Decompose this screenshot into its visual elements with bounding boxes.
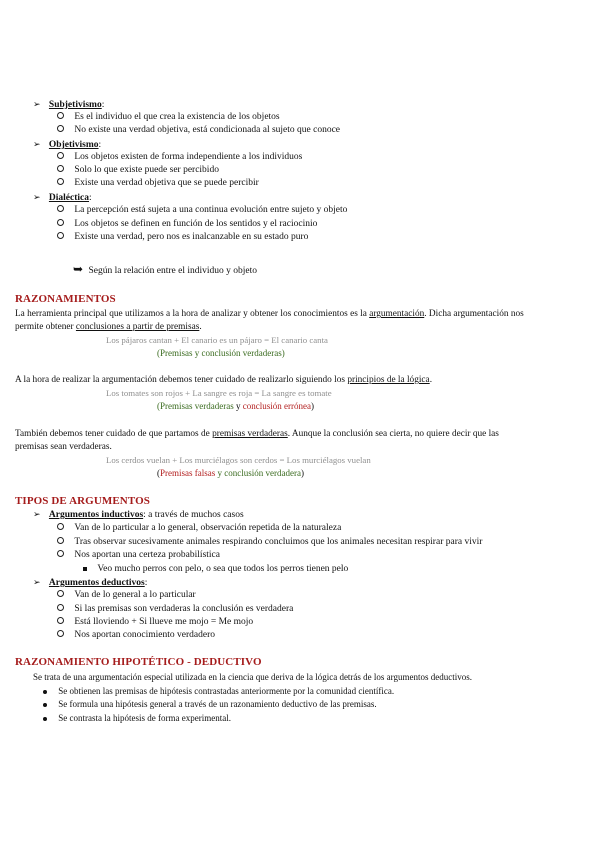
- list-item: Está lloviendo + Si llueve me mojo = Me mojo: [57, 617, 253, 627]
- list-item: La percepción está sujeta a una continua evolución entre sujeto y objeto: [57, 205, 347, 215]
- example-note: (Premisas verdaderas y conclusión errónea): [157, 401, 314, 411]
- hipotetico-intro: Se trata de una argumentación especial utilizada en la ciencia que deriva de la lógica detrás de los argumentos deductivos.: [33, 672, 472, 682]
- hollow-circle-bullet-icon: [57, 232, 64, 239]
- example-note: (Premisas falsas y conclusión verdadera): [157, 468, 304, 478]
- hollow-circle-bullet-icon: [57, 112, 64, 119]
- paragraph-line: premisas sean verdaderas.: [15, 442, 112, 452]
- filled-dot-bullet-icon: [43, 703, 47, 707]
- example-text: Los pájaros cantan + El canario es un pájaro = El canario canta: [106, 335, 328, 345]
- hollow-circle-bullet-icon: [57, 205, 64, 212]
- dialectica-heading: ➢ Dialéctica:: [33, 192, 92, 203]
- list-item: Nos aportan una certeza probabilística: [57, 550, 220, 560]
- hollow-circle-bullet-icon: [57, 537, 64, 544]
- arrowhead-bullet-icon: ➢: [33, 577, 41, 587]
- list-item: Se contrasta la hipótesis de forma experimental.: [43, 713, 231, 723]
- arrowhead-bullet-icon: ➢: [33, 99, 41, 109]
- hollow-circle-bullet-icon: [57, 152, 64, 159]
- arrowhead-bullet-icon: ➢: [33, 192, 41, 202]
- hipotetico-heading: RAZONAMIENTO HIPOTÉTICO - DEDUCTIVO: [15, 656, 262, 668]
- list-item: Veo mucho perros con pelo, o sea que todos los perros tienen pelo: [83, 564, 348, 574]
- subjetivismo-heading: ➢ Subjetivismo:: [33, 99, 105, 110]
- hollow-circle-bullet-icon: [57, 630, 64, 637]
- hollow-circle-bullet-icon: [57, 125, 64, 132]
- arrowhead-bullet-icon: ➢: [33, 139, 41, 149]
- paragraph-line: A la hora de realizar la argumentación debemos tener cuidado de realizarlo siguiendo los principios de la lógica.: [15, 375, 433, 385]
- hollow-circle-bullet-icon: [57, 178, 64, 185]
- tipos-heading: TIPOS DE ARGUMENTOS: [15, 495, 150, 507]
- inductivos-heading: ➢ Argumentos inductivos: a través de muchos casos: [33, 509, 244, 520]
- paragraph-line: También debemos tener cuidado de que partamos de premisas verdaderas. Aunque la conclusión sea cierta, no quiere decir que las: [15, 429, 499, 439]
- list-item: Se obtienen las premisas de hipótesis contrastadas anteriormente por la comunidad científica.: [43, 686, 394, 696]
- pointing-arrow-icon: ➥: [73, 262, 84, 276]
- hollow-circle-bullet-icon: [57, 523, 64, 530]
- hollow-circle-bullet-icon: [57, 165, 64, 172]
- list-item: Es el individuo el que crea la existencia de los objetos: [57, 112, 280, 122]
- hollow-circle-bullet-icon: [57, 617, 64, 624]
- objetivismo-heading: ➢ Objetivismo:: [33, 139, 102, 150]
- arrowhead-bullet-icon: ➢: [33, 509, 41, 519]
- list-item: No existe una verdad objetiva, está condicionada al sujeto que conoce: [57, 125, 340, 135]
- list-item: Se formula una hipótesis general a través de un razonamiento deductivo de las premisas.: [43, 699, 377, 709]
- paragraph-line: permite obtener conclusiones a partir de premisas.: [15, 322, 202, 332]
- list-item: Existe una verdad objetiva que se puede percibir: [57, 178, 259, 188]
- hollow-circle-bullet-icon: [57, 550, 64, 557]
- filled-dot-bullet-icon: [43, 717, 47, 721]
- list-item: Los objetos existen de forma independiente a los individuos: [57, 152, 302, 162]
- list-item: Van de lo general a lo particular: [57, 590, 196, 600]
- example-text: Los cerdos vuelan + Los murciélagos son cerdos = Los murciélagos vuelan: [106, 455, 371, 465]
- razonamientos-heading: RAZONAMIENTOS: [15, 293, 116, 305]
- hollow-circle-bullet-icon: [57, 219, 64, 226]
- deductivos-heading: ➢ Argumentos deductivos:: [33, 577, 148, 588]
- filled-dot-bullet-icon: [43, 690, 47, 694]
- hollow-circle-bullet-icon: [57, 604, 64, 611]
- example-text: Los tomates son rojos + La sangre es roja = La sangre es tomate: [106, 388, 332, 398]
- arrow-note: ➥ Según la relación entre el individuo y objeto: [73, 262, 258, 276]
- list-item: Solo lo que existe puede ser percibido: [57, 165, 219, 175]
- list-item: Si las premisas son verdaderas la conclusión es verdadera: [57, 604, 293, 614]
- list-item: Los objetos se definen en función de los sentidos y el raciocinio: [57, 219, 317, 229]
- list-item: Van de lo particular a lo general, observación repetida de la naturaleza: [57, 523, 341, 533]
- square-bullet-icon: [83, 567, 87, 571]
- paragraph-line: La herramienta principal que utilizamos a la hora de analizar y obtener los conocimientos es la argumentación. Dicha argumentación nos: [15, 309, 524, 319]
- list-item: Existe una verdad, pero nos es inalcanzable en su estado puro: [57, 232, 308, 242]
- hollow-circle-bullet-icon: [57, 590, 64, 597]
- example-note: (Premisas y conclusión verdaderas): [157, 348, 285, 358]
- list-item: Nos aportan conocimiento verdadero: [57, 630, 215, 640]
- list-item: Tras observar sucesivamente animales respirando concluimos que los animales necesitan respirar para vivir: [57, 537, 482, 547]
